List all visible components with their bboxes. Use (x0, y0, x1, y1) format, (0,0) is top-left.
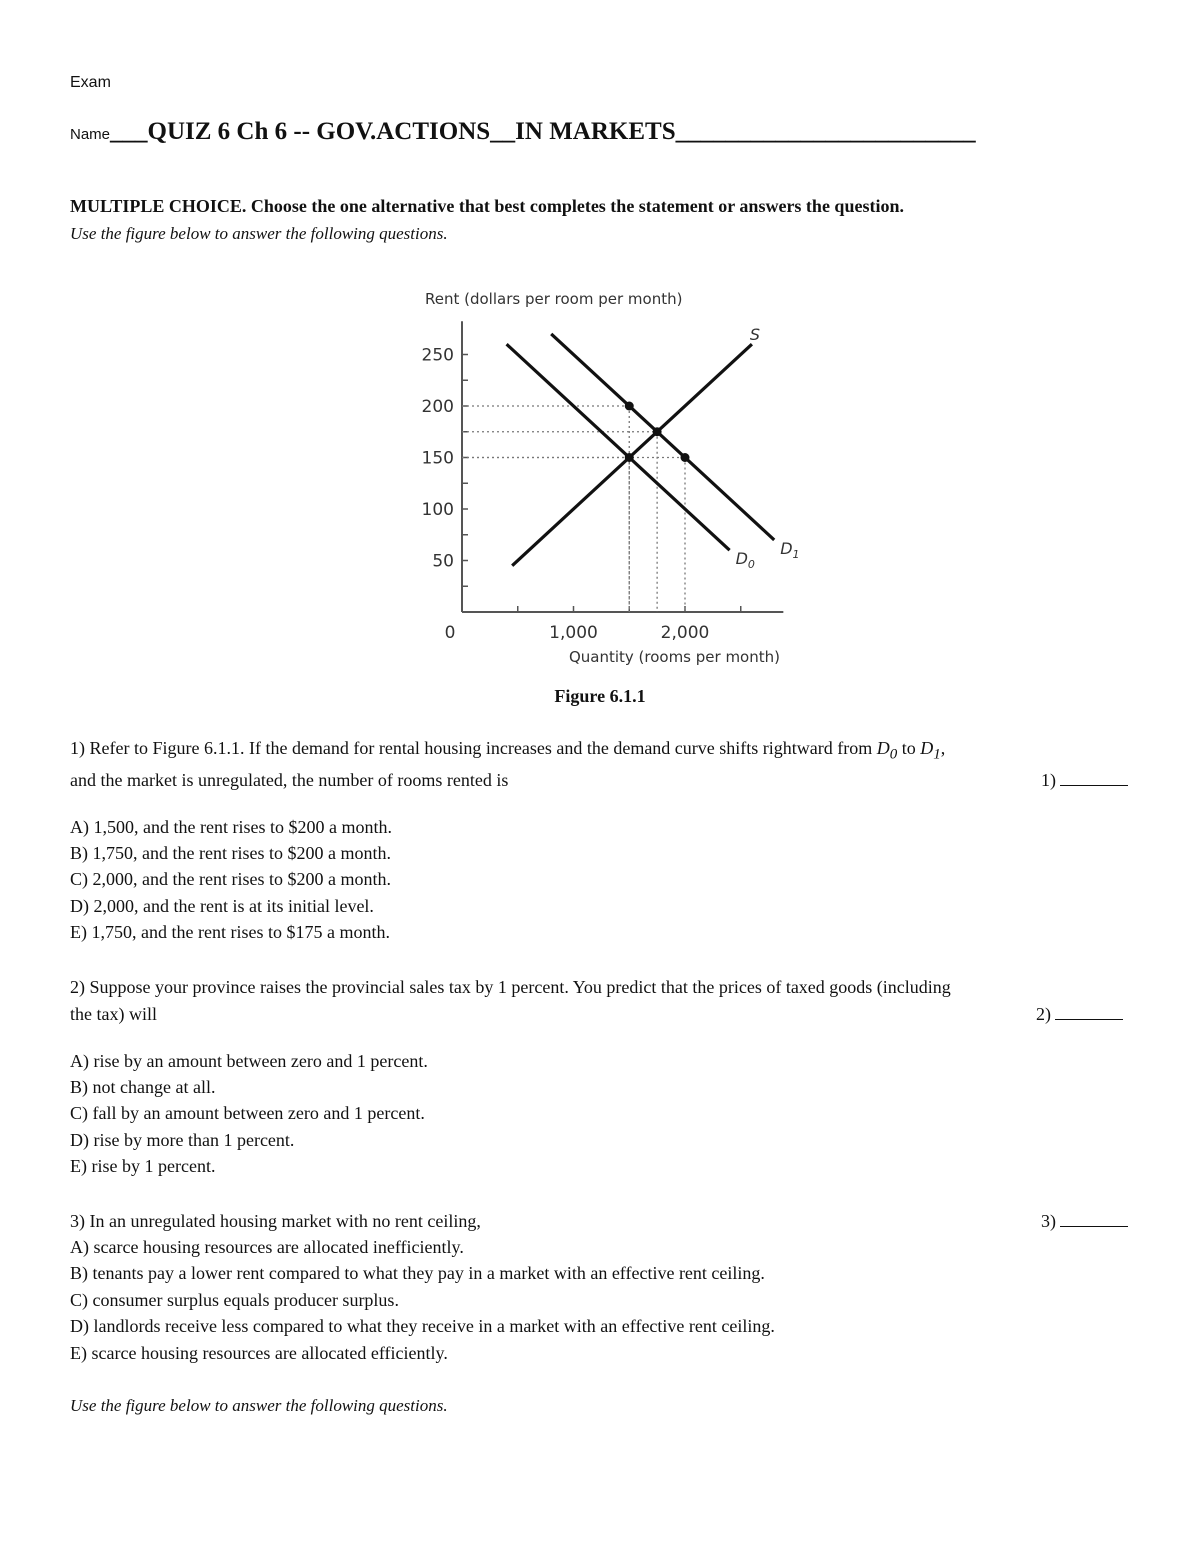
q1-comma: , (940, 738, 946, 758)
answer-number: 2) (1036, 1004, 1051, 1024)
question-3-text: 3) In an unregulated housing market with no rent ceiling, (70, 1211, 481, 1231)
y-tick-label: 50 (432, 551, 454, 572)
curve-label-d1: $D_1$ (780, 538, 800, 561)
answer-option-b[interactable]: B) not change at all. (70, 1077, 216, 1098)
section-heading: MULTIPLE CHOICE. Choose the one alternative that best completes the statement or answers the question. (70, 196, 904, 216)
curve-label-s: S (749, 325, 761, 345)
x-axis-label: Quantity (rooms per month) (568, 648, 780, 666)
y-tick-label: 200 (421, 397, 454, 417)
question-1-text-line-2: and the market is unregulated, the number of rooms rented is (70, 770, 509, 790)
x-tick-label: 0 (444, 623, 456, 643)
answer-option-d[interactable]: D) landlords receive less compared to what they receive in a market with an effective rent ceiling. (70, 1316, 775, 1337)
figure-instruction: Use the figure below to answer the following questions. (70, 224, 448, 243)
answer-option-a[interactable]: A) 1,500, and the rent rises to $200 a month. (70, 817, 392, 837)
answer-option-e[interactable]: E) 1,750, and the rent rises to $175 a month. (70, 921, 390, 942)
answer-option-a[interactable]: A) rise by an amount between zero and 1 percent. (70, 1051, 428, 1071)
name-label: Name (70, 126, 111, 143)
question-2-text-line-1: 2) Suppose your province raises the provincial sales tax by 1 percent. You predict that the prices of taxed goods (including (70, 977, 951, 997)
equilibrium-point (681, 453, 690, 462)
answer-blank-1[interactable] (1041, 770, 1128, 791)
answer-option-e[interactable]: E) scarce housing resources are allocated efficiently. (70, 1342, 448, 1363)
figure-caption: Figure 6.1.1 (554, 686, 646, 706)
x-tick-label: 1,000 (549, 623, 598, 643)
y-tick-label: 150 (421, 448, 454, 469)
curve-d0 (507, 344, 730, 550)
answer-number: 3) (1041, 1211, 1056, 1231)
answer-blank-2[interactable] (1036, 1004, 1123, 1025)
x-tick-label: 2,000 (660, 623, 710, 643)
exam-label: Exam (70, 74, 111, 91)
answer-option-d[interactable]: D) 2,000, and the rent is at its initial level. (70, 895, 374, 916)
curve-label-d0: $D_0$ (735, 549, 755, 572)
answer-option-c[interactable]: C) consumer surplus equals producer surplus. (70, 1289, 399, 1310)
equilibrium-point (625, 402, 634, 411)
y-tick-label: 250 (421, 345, 454, 366)
answer-option-d[interactable]: D) rise by more than 1 percent. (70, 1129, 295, 1150)
quiz-title-line (70, 118, 976, 146)
y-tick-label: 100 (421, 500, 454, 520)
question-2-text-line-2: the tax) will (70, 1004, 157, 1024)
answer-blank-3[interactable] (1041, 1211, 1128, 1232)
answer-option-b[interactable]: B) tenants pay a lower rent compared to what they pay in a market with an effective rent ceiling. (70, 1263, 765, 1284)
curve-d1 (551, 334, 774, 540)
answer-option-c[interactable]: C) 2,000, and the rent rises to $200 a month. (70, 869, 391, 890)
question-1-text-line-1 (70, 738, 945, 764)
d1-label: $D_1$ (920, 738, 941, 763)
answer-option-e[interactable]: E) rise by 1 percent. (70, 1155, 216, 1176)
answer-line[interactable] (1060, 1212, 1128, 1227)
answer-option-b[interactable]: B) 1,750, and the rent rises to $200 a month. (70, 843, 391, 864)
answer-number: 1) (1041, 770, 1056, 790)
equilibrium-point (653, 427, 662, 436)
d0-label: $D_0$ (876, 738, 898, 763)
y-axis-label: Rent (dollars per room per month) (425, 290, 683, 308)
answer-line[interactable] (1060, 771, 1128, 786)
q1-to: to (897, 738, 921, 758)
equilibrium-point (625, 453, 634, 462)
quiz-title: ___QUIZ 6 Ch 6 -- GOV.ACTIONS__IN MARKETS________________________ (110, 118, 976, 145)
supply-demand-chart (400, 280, 800, 680)
q1-text: 1) Refer to Figure 6.1.1. If the demand for rental housing increases and the demand curve shifts rightward from (70, 738, 877, 758)
answer-line[interactable] (1055, 1005, 1123, 1020)
answer-option-a[interactable]: A) scarce housing resources are allocated inefficiently. (70, 1237, 464, 1257)
answer-option-c[interactable]: C) fall by an amount between zero and 1 percent. (70, 1103, 425, 1124)
figure-instruction-2: Use the figure below to answer the following questions. (70, 1396, 448, 1415)
